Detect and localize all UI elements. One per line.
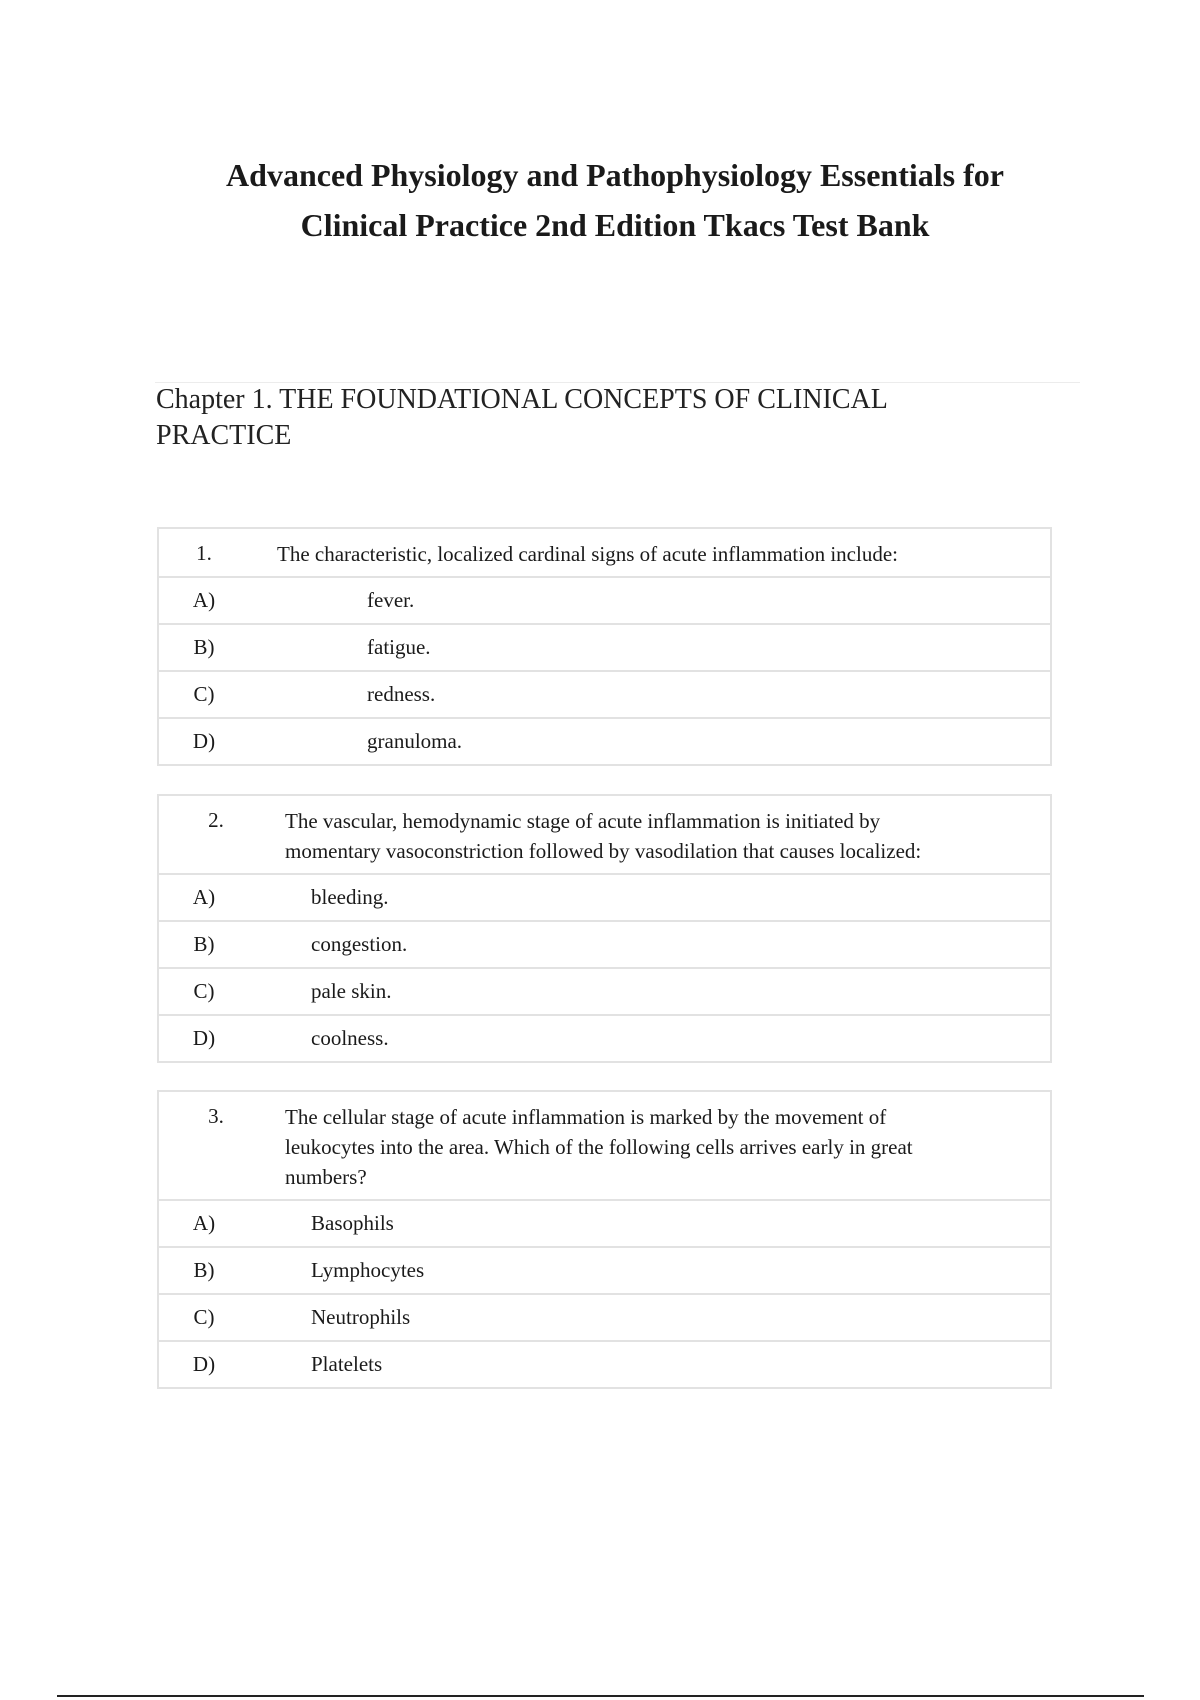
option-label: B) bbox=[193, 1258, 215, 1282]
option-text: granuloma. bbox=[367, 729, 463, 753]
question-text-line: The characteristic, localized cardinal signs of acute inflammation include: bbox=[277, 542, 898, 566]
option-row bbox=[159, 875, 1050, 922]
option-row bbox=[159, 1295, 1050, 1342]
option-label: D) bbox=[192, 729, 216, 753]
option-label: D) bbox=[192, 1352, 216, 1376]
question-text-line: The cellular stage of acute inflammation is marked by the movement of bbox=[285, 1105, 887, 1129]
document-title bbox=[150, 150, 1080, 250]
question-number: 3. bbox=[208, 1104, 224, 1128]
option-label: C) bbox=[193, 1305, 215, 1329]
option-label: B) bbox=[193, 635, 215, 659]
chapter-heading-line-2: PRACTICE bbox=[156, 420, 292, 451]
option-text: bleeding. bbox=[311, 885, 389, 909]
question-row bbox=[159, 796, 1050, 875]
option-row bbox=[159, 578, 1050, 625]
option-label: C) bbox=[193, 682, 215, 706]
option-row bbox=[159, 1342, 1050, 1387]
question-number: 1. bbox=[196, 541, 212, 565]
question-text bbox=[261, 796, 921, 873]
option-label: A) bbox=[192, 588, 216, 612]
option-row bbox=[159, 1016, 1050, 1061]
option-text: Lymphocytes bbox=[311, 1258, 425, 1282]
question-table-2 bbox=[157, 794, 1052, 1063]
question-table-3 bbox=[157, 1090, 1052, 1389]
question-text-line: momentary vasoconstriction followed by vasodilation that causes localized: bbox=[285, 839, 922, 863]
question-number: 2. bbox=[208, 808, 224, 832]
option-label: A) bbox=[192, 1211, 216, 1235]
option-label: C) bbox=[193, 979, 215, 1003]
option-text: redness. bbox=[367, 682, 436, 706]
option-text: congestion. bbox=[311, 932, 408, 956]
option-text: pale skin. bbox=[311, 979, 392, 1003]
question-row bbox=[159, 1092, 1050, 1201]
question-text bbox=[261, 1092, 913, 1199]
option-text: Basophils bbox=[311, 1211, 394, 1235]
option-row bbox=[159, 625, 1050, 672]
question-text-line: numbers? bbox=[285, 1165, 367, 1189]
option-label: D) bbox=[192, 1026, 216, 1050]
option-text: Platelets bbox=[311, 1352, 383, 1376]
page-bottom-rule bbox=[57, 1695, 1144, 1697]
option-label: A) bbox=[192, 885, 216, 909]
document-title-line-1: Advanced Physiology and Pathophysiology Essentials for bbox=[226, 157, 1004, 193]
option-row bbox=[159, 969, 1050, 1016]
option-row bbox=[159, 922, 1050, 969]
option-text: fever. bbox=[367, 588, 415, 612]
question-text-line: The vascular, hemodynamic stage of acute inflammation is initiated by bbox=[285, 809, 881, 833]
question-table-1 bbox=[157, 527, 1052, 766]
question-text bbox=[249, 529, 898, 576]
option-row bbox=[159, 719, 1050, 764]
option-row bbox=[159, 672, 1050, 719]
document-title-line-2: Clinical Practice 2nd Edition Tkacs Test Bank bbox=[300, 207, 930, 243]
question-text-line: leukocytes into the area. Which of the following cells arrives early in great bbox=[285, 1135, 913, 1159]
question-row bbox=[159, 529, 1050, 578]
option-text: Neutrophils bbox=[311, 1305, 411, 1329]
option-label: B) bbox=[193, 932, 215, 956]
option-row bbox=[159, 1248, 1050, 1295]
chapter-heading-line-1: Chapter 1. THE FOUNDATIONAL CONCEPTS OF CLINICAL bbox=[156, 384, 888, 415]
chapter-heading bbox=[156, 382, 1056, 454]
option-text: fatigue. bbox=[367, 635, 431, 659]
option-text: coolness. bbox=[311, 1026, 389, 1050]
option-row bbox=[159, 1201, 1050, 1248]
